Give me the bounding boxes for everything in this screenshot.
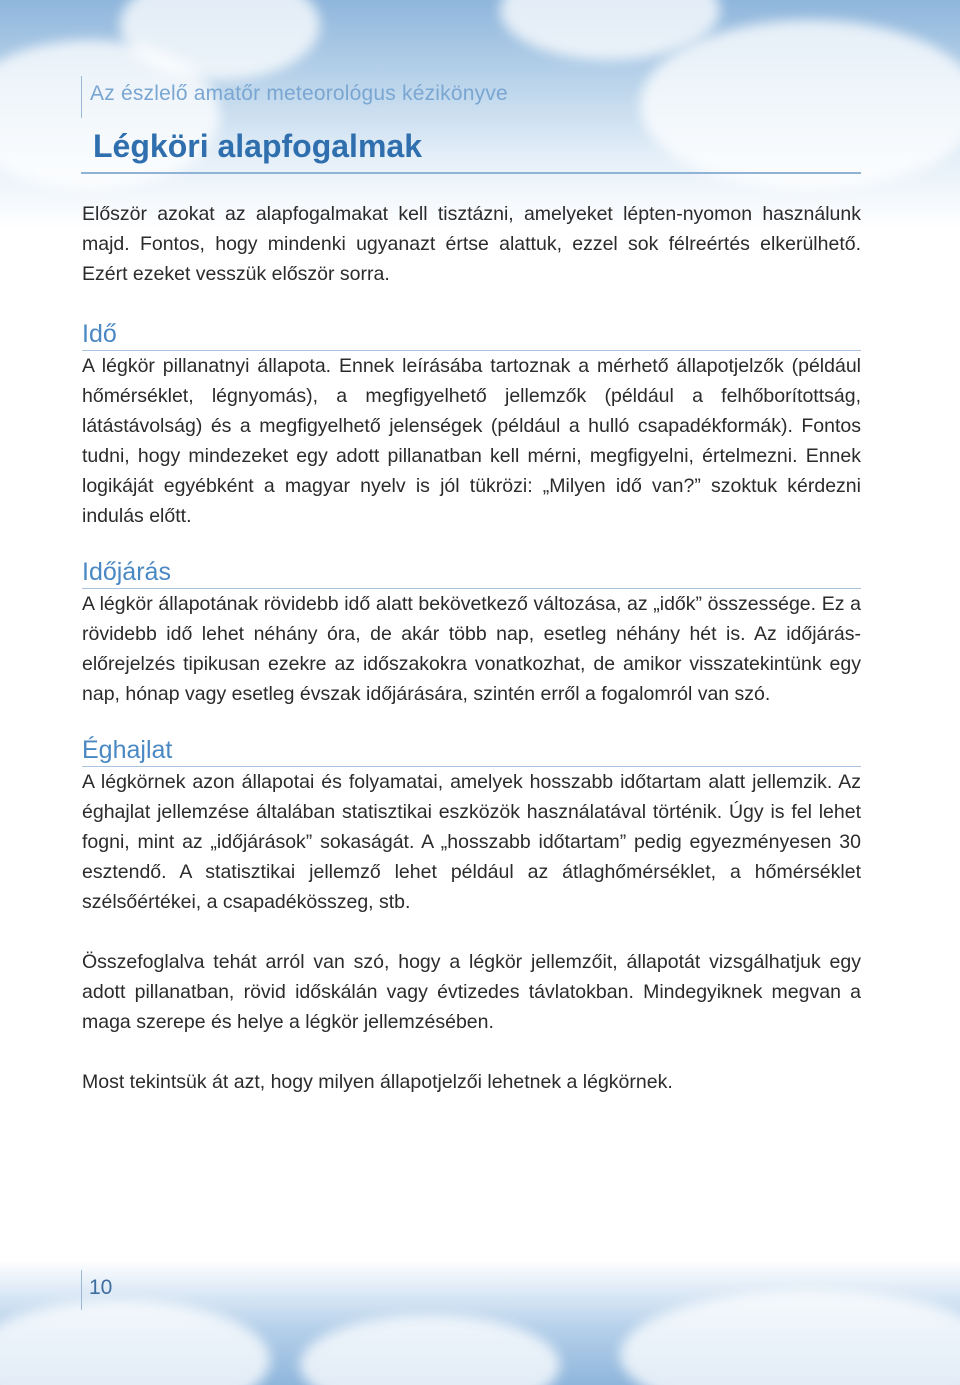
page-number: 10 — [89, 1276, 113, 1299]
section-heading: Éghajlat — [82, 735, 861, 767]
section-text: A légkör pillanatnyi állapota. Ennek leírásába tartoznak a mérhető állapotjelzők (például hőmérséklet, légnyomás), a megfigyelhető jellemzők (például a felhőborítottság, látástávolság) és a megfigyelhető jelenségek (például a hulló csapadékformák). Fontos tudni, hogy mindezeket egy adott pillanatban kell mérni, megfigyelni, értelmezni. Ennek logikáját egyébként a magyar nyelv is jól tükrözi: „Milyen idő van?” szoktuk kérdezni indulás előtt. — [82, 355, 861, 527]
intro-paragraph: Először azokat az alapfogalmakat kell tisztázni, amelyeket lépten-nyomon használunk majd. Fontos, hogy mindenki ugyanazt értse alattuk, ezzel sok félreértés elkerülhető. Ezért ezeket vesszük először sorra. — [82, 203, 861, 285]
section-heading: Időjárás — [82, 557, 861, 589]
closing-paragraph: Most tekintsük át azt, hogy milyen állapotjelzői lehetnek a légkörnek. — [82, 1071, 673, 1093]
section-text: A légkör állapotának rövidebb idő alatt bekövetkező változása, az „idők” összessége. Ez a rövidebb idő lehet néhány óra, de akár több nap, esetleg néhány hét is. Az időjárás-előrejelzés tipikusan ezekre az időszakokra vonatkozhat, de amikor visszatekintünk egy nap, hónap vagy esetleg évszak időjárására, szintén erről a fogalomról van szó. — [82, 593, 861, 705]
running-head: Az észlelő amatőr meteorológus kézikönyve — [90, 82, 508, 105]
sky-background-bottom — [0, 1260, 960, 1385]
section-ido — [82, 319, 861, 531]
section-text: A légkörnek azon állapotai és folyamatai, amelyek hosszabb időtartam alatt jellemzik. Az éghajlat jellemzése általában statisztikai eszközök használatával történik. Úgy is fel lehet fogni, mint az „időjárások” sokaságát. A „hosszabb időtartam” pedig egyezményesen 30 esztendő. A statisztikai jellemző lehet például az átlaghőmérséklet, a hőmérséklet szélsőértékei, a csapadékösszeg, stb. — [82, 771, 861, 913]
footer-vertical-rule — [81, 1270, 82, 1310]
summary-paragraph: Összefoglalva tehát arról van szó, hogy a légkör jellemzőit, állapotát vizsgálhatjuk egy adott pillanatban, rövid időskálán vagy évtizedes távlatokban. Mindegyiknek megvan a maga szerepe és helye a légkör jellemzésében. — [82, 951, 861, 1033]
section-eghajlat — [82, 735, 861, 917]
section-heading: Idő — [82, 319, 861, 351]
title-underline — [81, 172, 861, 174]
header-vertical-rule — [81, 76, 82, 118]
sky-background-top — [0, 0, 960, 230]
section-idojaras — [82, 557, 861, 709]
main-content — [82, 199, 861, 1097]
page-title: Légköri alapfogalmak — [93, 128, 422, 164]
